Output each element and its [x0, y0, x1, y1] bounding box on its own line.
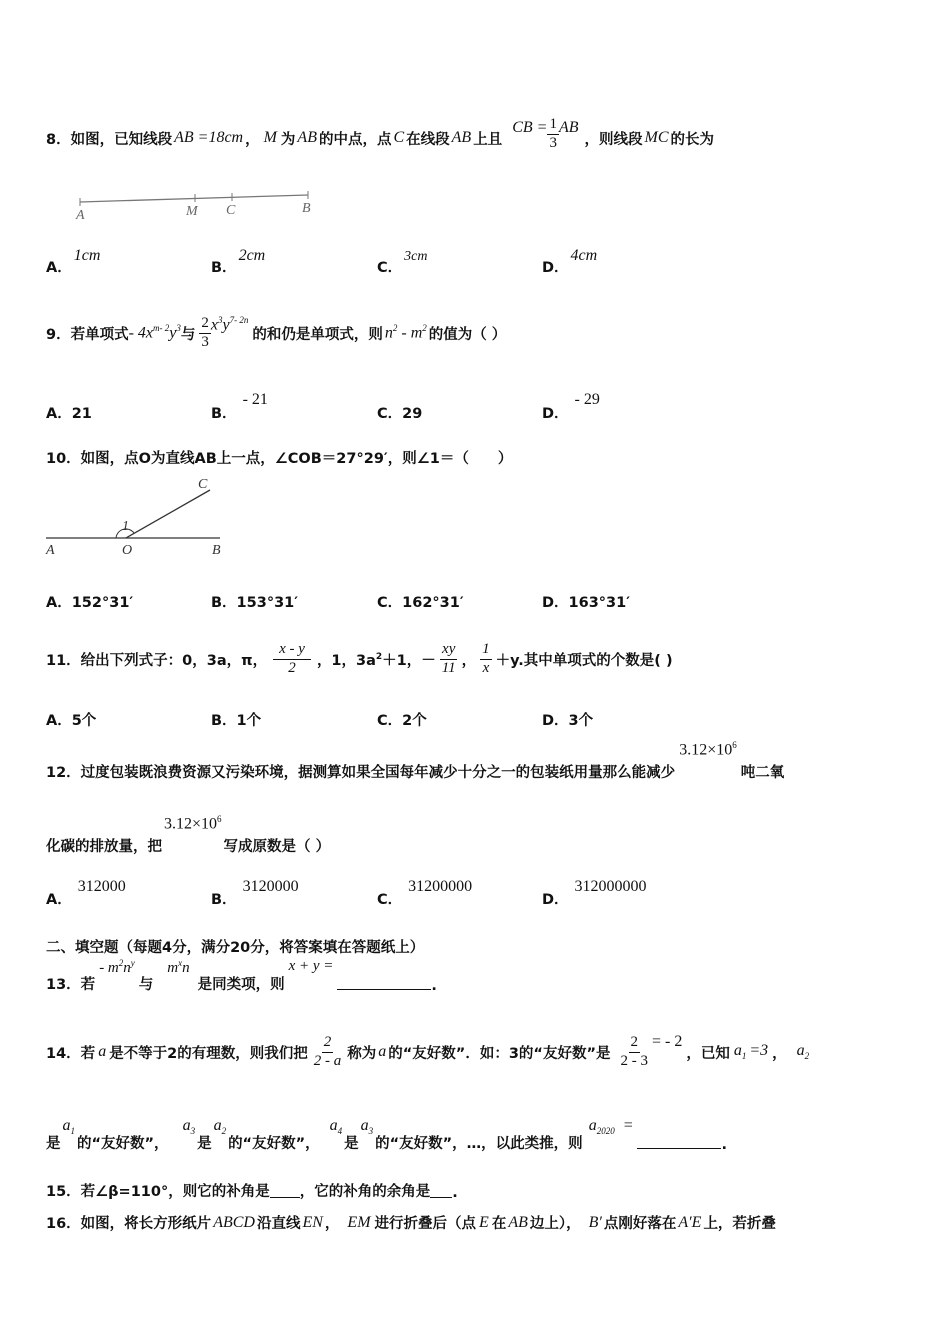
q10-ray-oc	[126, 490, 210, 538]
q12-option-d[interactable]	[542, 875, 647, 908]
q10-label-angle-1: 1	[122, 519, 129, 534]
q14-l2-a1	[63, 1117, 76, 1136]
q9-stem	[46, 303, 506, 363]
q10-label-c: C	[198, 477, 208, 492]
q13-text-2: 与	[138, 977, 154, 993]
q8-text-4: 在线段	[406, 131, 450, 148]
q11-text-3: ＋1，－	[382, 652, 436, 669]
q12-option-a-label: A．	[46, 892, 72, 908]
q9-expr-m: m	[410, 324, 423, 342]
q8-option-c-value: 3cm	[404, 249, 428, 264]
q13-answer-blank[interactable]	[337, 989, 431, 990]
q10-option-d[interactable]: D．163°31′	[542, 595, 631, 611]
q13-term1-e2: y	[130, 958, 135, 968]
q8-text-6: ，则线段	[584, 131, 643, 148]
q16-en: EN	[302, 1213, 323, 1231]
q9-frac-den: 3	[201, 333, 209, 350]
q12-option-a-value: 312000	[77, 878, 126, 895]
q14-fraction-1	[312, 1034, 344, 1070]
q14-a1-letter: a	[733, 1042, 742, 1060]
q10-option-a[interactable]: A．152°31′	[46, 595, 134, 611]
q9-text-2: 与	[180, 326, 196, 343]
q14-l2-text-5: 是	[344, 1136, 359, 1152]
q16-bp: B′	[588, 1213, 602, 1231]
q8-ab2: AB	[451, 129, 472, 146]
q12-text-3: 写成原数是（ ）	[223, 839, 331, 855]
q8-option-a-value: 1cm	[73, 247, 101, 264]
q11-text-2	[317, 649, 382, 670]
q8-text-1: 如图，已知线段	[70, 131, 173, 148]
q8-segment-line	[80, 195, 308, 202]
q10-angle-figure	[40, 472, 240, 564]
q12-option-c-label: C．	[377, 892, 403, 908]
q16-e: E	[479, 1213, 489, 1231]
q16-stem	[46, 1212, 776, 1233]
q15-text-1: 15．若∠β=110°，则它的补角是	[46, 1184, 270, 1200]
q8-option-d-value: 4cm	[570, 247, 598, 264]
q14-text-1: 14．若	[46, 1045, 96, 1062]
q14-l2-a1-letter: a	[62, 1117, 71, 1134]
q14-l2-a3b-letter: a	[360, 1117, 369, 1134]
q16-ae: A′E	[678, 1213, 702, 1231]
q12-option-c-value: 31200000	[408, 878, 473, 895]
q11-option-d[interactable]: D．3个	[542, 713, 594, 729]
q14-f2-result: = - 2	[652, 1033, 683, 1050]
q8-text-5: 上且	[473, 131, 503, 148]
q14-l2-eq: =	[622, 1117, 634, 1134]
q8-option-b-label: B．	[211, 260, 237, 276]
q11-text-5: ＋y.其中单项式的个数是( )	[495, 652, 673, 669]
q14-answer-blank[interactable]	[637, 1148, 721, 1149]
q14-text-4: 的“友好数”．如：3的“友好数”是	[388, 1045, 611, 1062]
q16-em: EM	[347, 1213, 371, 1231]
q12-sci-1-exp: 6	[732, 740, 737, 750]
q12-option-b-label: B．	[211, 892, 237, 908]
q9-option-b-label: B．	[211, 406, 237, 422]
q8-segment-figure	[70, 185, 330, 225]
q8-label-a: A	[76, 208, 85, 223]
q9-text-4: 的值为（ ）	[428, 326, 507, 343]
q8-fraction	[547, 116, 559, 152]
q13-term2	[167, 958, 189, 977]
q12-sci-2-base: 3.12×10	[164, 815, 218, 833]
q9-option-c[interactable]	[377, 388, 423, 422]
q14-l2-text-2: 的“友好数”，	[77, 1136, 169, 1152]
q8-text-2: 为	[280, 131, 296, 148]
q14-l2-a2020	[589, 1117, 634, 1136]
q8-option-a[interactable]	[46, 244, 101, 276]
q13-expression: x + y =	[288, 958, 334, 974]
q14-fraction-2	[619, 1034, 651, 1070]
q14-a1	[734, 1042, 768, 1061]
q15-end: .	[452, 1185, 458, 1201]
q9-term2-exp2: 7- 2n	[229, 315, 249, 326]
q9-term1-y: y	[169, 324, 177, 342]
q12-text-end: 吨二氧	[740, 765, 785, 781]
q10-option-c[interactable]: C．162°31′	[377, 595, 464, 611]
q9-option-a[interactable]	[46, 388, 92, 422]
q14-a1-value: =3	[749, 1042, 769, 1060]
q8-label-m: M	[186, 204, 198, 219]
q14-f2-den: 2 - 3	[620, 1052, 648, 1069]
q9-expr-exp2: 2	[422, 323, 427, 334]
q9-term1-coef: - 4x	[128, 324, 154, 342]
q9-option-d-label: D．	[542, 406, 569, 422]
q16-text-4: 进行折叠后（点	[374, 1216, 477, 1232]
q16-text-1: 16．如图，将长方形纸片	[46, 1216, 212, 1232]
q16-abcd: ABCD	[213, 1213, 255, 1231]
q8-ab: AB	[297, 129, 317, 146]
q8-option-b[interactable]	[211, 244, 266, 276]
q11-option-c[interactable]: C．2个	[377, 713, 427, 729]
q8-ab3: AB	[558, 119, 579, 136]
q12-option-b-value: 3120000	[242, 878, 299, 895]
q12-option-a[interactable]	[46, 875, 126, 908]
q10-label-b: B	[212, 543, 221, 558]
q9-option-d-value: - 29	[574, 391, 600, 408]
q8-frac-num: 1	[547, 116, 559, 134]
q9-term2-exp1: 3	[218, 315, 223, 326]
q16-ab: AB	[508, 1213, 528, 1231]
q16-text-8: 上，若折叠	[703, 1216, 776, 1232]
q14-a2-term	[797, 1042, 810, 1061]
q14-text-3: 称为	[347, 1045, 377, 1062]
q10-option-b[interactable]: B．153°31′	[211, 595, 299, 611]
q11-t2: ，1，3a	[316, 652, 376, 669]
q16-text-2: 沿直线	[256, 1216, 301, 1232]
q9-expression	[385, 323, 427, 342]
q9-option-b-value: - 21	[242, 391, 268, 408]
q13-term2-n: n	[182, 960, 190, 976]
q13-term1-e1: 2	[118, 958, 124, 968]
q13-term2-m: m	[167, 960, 179, 976]
q14-l2-a2020-sub: 2020	[596, 1126, 615, 1137]
q12-sci-1	[679, 740, 737, 759]
q14-l2-a3b-sub: 3	[368, 1126, 374, 1137]
q14-l2-a3	[183, 1117, 196, 1136]
q11-f1-den: 2	[288, 659, 296, 676]
q11-text-4: ，	[461, 652, 477, 669]
q8-option-d[interactable]	[542, 244, 598, 276]
q15-blank-2[interactable]	[430, 1197, 452, 1198]
q14-f1-num: 2	[322, 1034, 334, 1052]
q13-term2-e: x	[178, 958, 183, 968]
q8-option-a-label: A．	[46, 260, 72, 276]
q8-label-b: B	[302, 201, 311, 216]
q8-number: 8．	[46, 131, 71, 148]
q14-l2-a1-sub: 1	[70, 1126, 75, 1137]
q14-l2-a4	[330, 1117, 343, 1136]
q14-l2-text-6: 的“友好数”，…，以此类推，则	[375, 1136, 583, 1152]
q16-text-6: 边上），	[529, 1216, 581, 1232]
q8-m: M	[263, 129, 277, 146]
q13-stem	[46, 958, 437, 998]
q8-option-d-label: D．	[542, 260, 569, 276]
q11-f3-num: 1	[480, 641, 492, 659]
q11-f3-den: x	[482, 659, 490, 676]
q13-term1-n: n	[123, 960, 131, 976]
q14-l2-a3b	[361, 1117, 374, 1136]
q15-blank-1[interactable]	[270, 1197, 300, 1198]
q13-end: .	[431, 978, 437, 994]
q9-term2-y: y	[222, 316, 230, 334]
q14-end: .	[721, 1137, 727, 1153]
q12-line-2	[46, 814, 330, 860]
q8-label-c: C	[226, 203, 236, 218]
q11-text-1: 11．给出下列式子：0，3a，π，	[46, 652, 268, 669]
q9-option-a-label: A．21	[46, 406, 92, 422]
q8-cb-eq: CB =	[512, 119, 548, 136]
q10-label-o: O	[122, 543, 133, 558]
q12-sci-2-exp: 6	[217, 814, 222, 824]
q8-option-b-value: 2cm	[238, 247, 266, 264]
q14-f2-num: 2	[629, 1034, 641, 1052]
q15-stem	[46, 1180, 458, 1201]
q12-option-c[interactable]	[377, 875, 473, 908]
q12-option-b[interactable]	[211, 875, 299, 908]
q8-option-c-label: C．	[377, 260, 403, 276]
q14-l2-a3-letter: a	[182, 1117, 191, 1134]
q9-term1	[129, 323, 181, 342]
q14-l2-text-1: 是	[46, 1136, 61, 1152]
q14-l2-a4-letter: a	[329, 1117, 338, 1134]
q11-option-b[interactable]: B．1个	[211, 713, 262, 729]
q10-stem: 10．如图，点O为直线AB上一点，∠COB＝27°29′，则∠1＝（ ）	[46, 451, 513, 467]
q12-sci-2	[164, 814, 222, 833]
q11-f2-num: xy	[440, 641, 457, 659]
q14-a2-sub: 2	[804, 1051, 810, 1062]
q12-option-d-value: 312000000	[574, 878, 647, 895]
q14-a1-sub: 1	[741, 1051, 747, 1062]
q14-l2-a2	[214, 1117, 227, 1136]
q14-l2-text-4: 的“友好数”，	[228, 1136, 320, 1152]
q13-text-3: 是同类项，则	[197, 977, 285, 993]
q12-sci-1-base: 3.12×10	[679, 741, 733, 759]
q11-fraction-3	[480, 641, 492, 677]
q15-text-2: ，它的补角的余角是	[299, 1184, 431, 1200]
q14-a2-letter: a	[796, 1042, 805, 1060]
q11-t2-sup: 2	[375, 651, 383, 662]
q13-term1-m: - m	[99, 960, 119, 976]
section-2-title: 二、填空题（每题4分，满分20分，将答案填在答题纸上）	[46, 940, 425, 956]
q8-text-3: 的中点，点	[318, 131, 392, 148]
q14-text-5: ，已知	[686, 1045, 730, 1062]
q8-mc: MC	[644, 129, 669, 146]
q9-option-d[interactable]	[542, 388, 600, 422]
q9-frac-num: 2	[199, 315, 211, 333]
q11-fraction-2	[440, 641, 458, 677]
q14-text-6: ，	[772, 1045, 787, 1062]
q9-number: 9．	[46, 326, 71, 343]
q8-text-7: 的长为	[670, 131, 714, 148]
q12-text-1: 12．过度包装既浪费资源又污染环境，据测算如果全国每年减少十分之一的包装纸用量那么能减少	[46, 765, 676, 781]
q9-term1-exp2: 3	[176, 323, 181, 334]
q12-option-d-label: D．	[542, 892, 569, 908]
q14-l2-a2-letter: a	[213, 1117, 222, 1134]
q9-term2-x: x	[210, 316, 218, 334]
q9-expr-minus: -	[397, 324, 411, 342]
q11-f2-den: 11	[441, 659, 456, 676]
q9-text-3: 的和仍是单项式，则	[252, 326, 383, 343]
q8-c: C	[393, 129, 405, 146]
q11-stem	[46, 624, 673, 694]
q8-option-c[interactable]	[377, 244, 428, 276]
q9-expr-n: n	[384, 324, 393, 342]
q9-expr-exp1: 2	[392, 323, 398, 334]
q14-text-2: 是不等于2的有理数，则我们把	[109, 1045, 308, 1062]
q16-text-3: ，	[324, 1216, 340, 1232]
q14-l2-a3-sub: 3	[190, 1126, 196, 1137]
q8-frac-den: 3	[549, 134, 557, 151]
q9-term1-exp1: m- 2	[153, 323, 170, 334]
q14-a: a	[98, 1043, 107, 1060]
q13-term1	[99, 958, 135, 977]
q11-option-a[interactable]: A．5个	[46, 713, 97, 729]
q14-f1-den: 2 - a	[313, 1052, 342, 1069]
q11-f1-num: x - y	[273, 641, 311, 659]
q13-text-1: 13．若	[46, 977, 96, 993]
q9-term2	[211, 315, 248, 334]
q8-sep: ，	[245, 131, 260, 148]
q14-l2-a2-sub: 2	[221, 1126, 227, 1137]
q16-text-5: 在	[491, 1216, 507, 1232]
q14-l2-a2020-letter: a	[588, 1117, 597, 1134]
q14-l2-a4-sub: 4	[337, 1126, 343, 1137]
q12-line-1	[46, 740, 784, 786]
q9-fraction	[199, 315, 211, 351]
q10-label-a: A	[46, 543, 55, 558]
q12-text-2: 化碳的排放量，把	[46, 839, 162, 855]
q14-a-2: a	[378, 1043, 387, 1060]
q16-text-7: 点刚好落在	[603, 1216, 677, 1232]
q9-option-b[interactable]	[211, 388, 268, 422]
q8-ab-length: AB =18cm	[174, 129, 244, 146]
q9-text-1: 若单项式	[70, 326, 129, 343]
q11-fraction-1	[273, 641, 311, 677]
q8-stem	[46, 118, 714, 158]
q14-l2-text-3: 是	[197, 1136, 212, 1152]
q9-option-c-label: C．29	[377, 406, 423, 422]
q14-line-1	[46, 1017, 809, 1087]
q14-line-2	[46, 1117, 727, 1157]
